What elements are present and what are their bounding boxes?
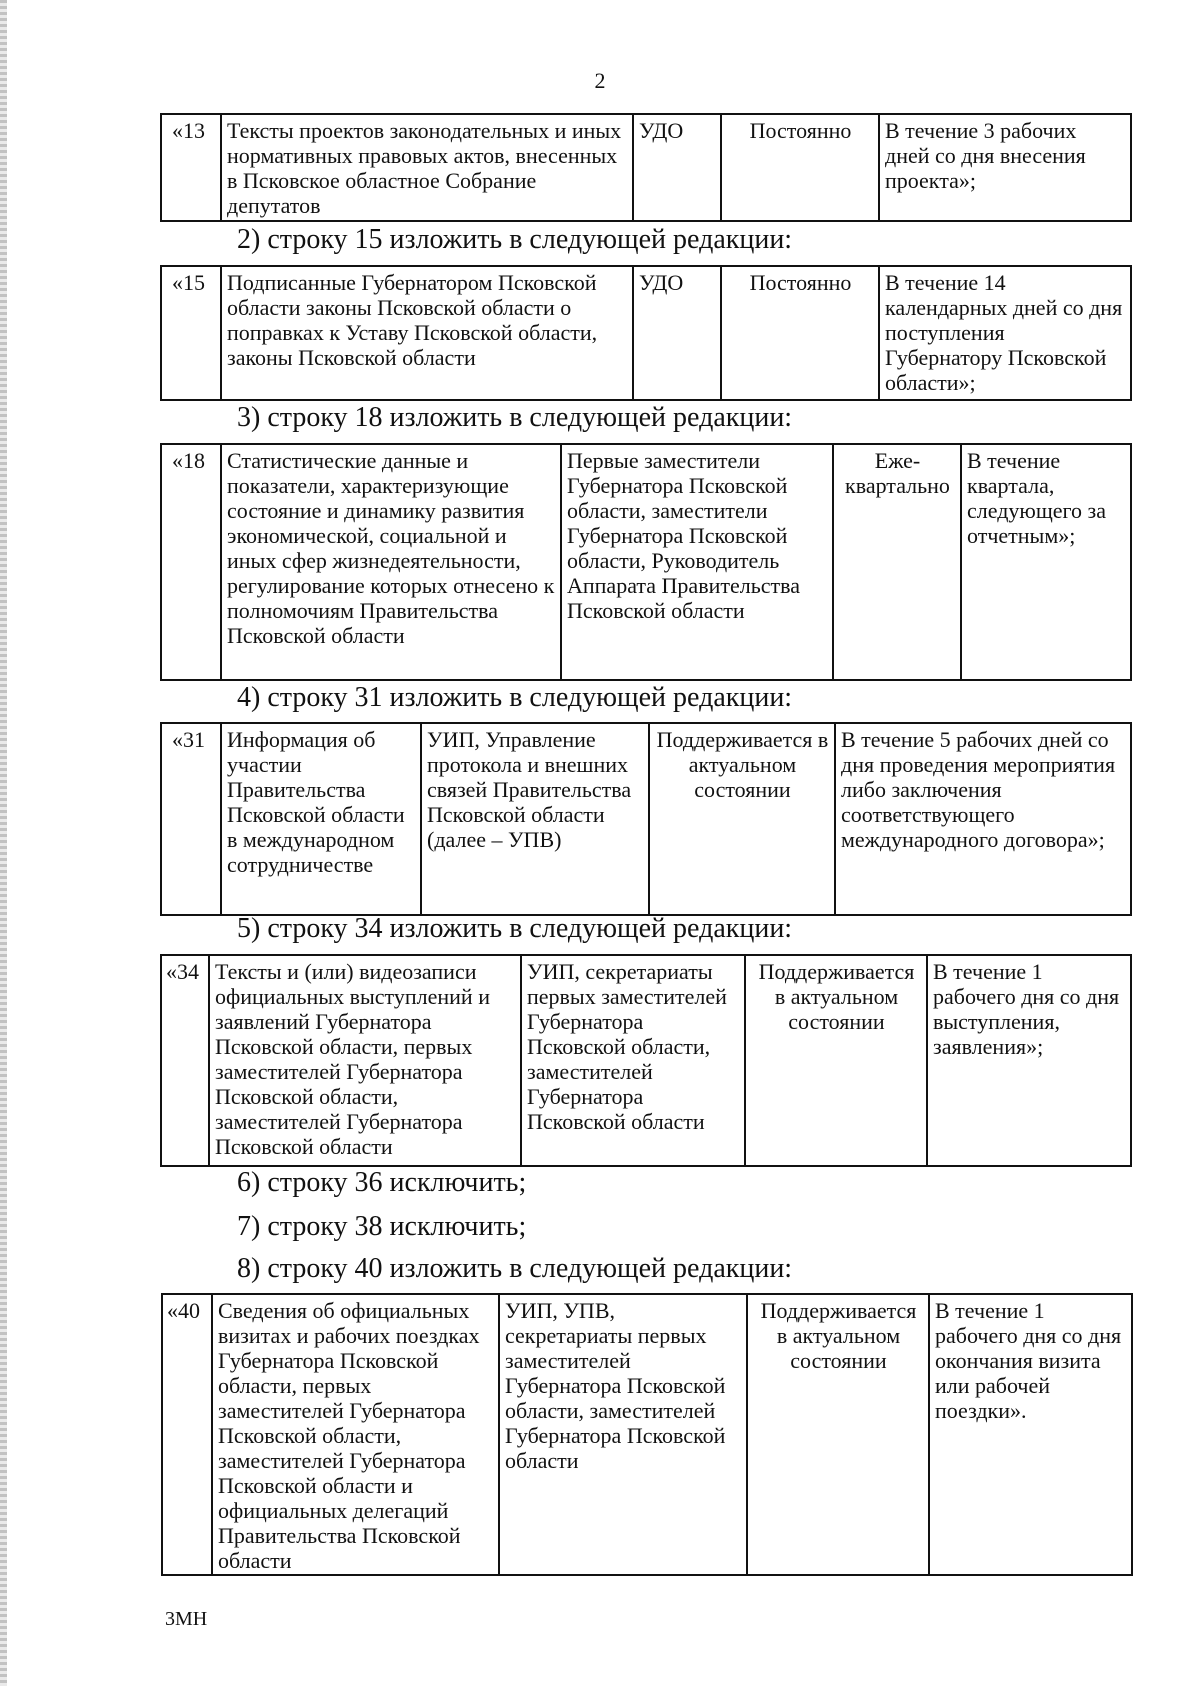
table-row-31 — [160, 722, 1132, 916]
instruction-7: 7) строку 38 исключить; — [237, 1211, 527, 1242]
table-row-18 — [160, 443, 1132, 681]
row-responsible: УДО — [633, 114, 721, 221]
row-number: «15 — [161, 266, 221, 400]
row-responsible: УДО — [633, 266, 721, 400]
row-number: «18 — [161, 444, 221, 680]
row-deadline: В течение 1 рабочего дня со дня окончания визита или рабочей поездки». — [929, 1294, 1132, 1575]
instruction-3: 3) строку 18 изложить в следующей редакции: — [237, 402, 793, 433]
row-description: Сведения об официальных визитах и рабочих поездках Губернатора Псковской области, первых заместителей Губернатора Псковской области, заместителей Губернатора Псковской области и официальных делегаций Правительства Псковской области — [212, 1294, 499, 1575]
row-description: Тексты и (или) видеозаписи официальных выступлений и заявлений Губернатора Псковской области, первых заместителей Губернатора Псковской области, заместителей Губернатора Псковской области — [209, 955, 521, 1166]
row-deadline: В течение 5 рабочих дней со дня проведения мероприятия либо заключения соответствующего международного договора»; — [835, 723, 1131, 915]
row-period: Еже-квартально — [833, 444, 961, 680]
instruction-4: 4) строку 31 изложить в следующей редакции: — [237, 682, 793, 713]
page-number: 2 — [594, 68, 606, 93]
instruction-8: 8) строку 40 изложить в следующей редакции: — [237, 1253, 793, 1284]
row-number: «34 — [161, 955, 209, 1166]
row-number: «13 — [161, 114, 221, 221]
row-period: Поддерживается в актуальном состоянии — [747, 1294, 929, 1575]
row-number: «40 — [162, 1294, 212, 1575]
row-description: Информация об участии Правительства Псковской области в международном сотрудничестве — [221, 723, 421, 915]
row-responsible: УИП, секретариаты первых заместителей Губернатора Псковской области, заместителей Губернатора Псковской области — [521, 955, 745, 1166]
instruction-6: 6) строку 36 исключить; — [237, 1167, 527, 1198]
row-responsible: УИП, Управление протокола и внешних связей Правительства Псковской области (далее – УПВ) — [421, 723, 649, 915]
row-period: Поддерживается в актуальном состоянии — [745, 955, 927, 1166]
scan-edge — [0, 0, 7, 1686]
row-responsible: Первые заместители Губернатора Псковской области, заместители Губернатора Псковской области, Руководитель Аппарата Правительства Псковской области — [561, 444, 833, 680]
row-period: Постоянно — [721, 114, 879, 221]
table-row-15 — [160, 265, 1132, 401]
row-description: Тексты проектов законодательных и иных нормативных правовых актов, внесенных в Псковское областное Собрание депутатов — [221, 114, 633, 221]
row-deadline: В течение 14 календарных дней со дня поступления Губернатору Псковской области»; — [879, 266, 1131, 400]
table-row-34 — [160, 954, 1132, 1167]
footer-code: 3МН — [165, 1608, 208, 1630]
row-deadline: В течение 1 рабочего дня со дня выступления, заявления»; — [927, 955, 1131, 1166]
instruction-5: 5) строку 34 изложить в следующей редакции: — [237, 913, 793, 944]
row-description: Статистические данные и показатели, характеризующие состояние и динамику развития экономической, социальной и иных сфер жизнедеятельности, регулирование которых отнесено к полномочиям Правительства Псковской области — [221, 444, 561, 680]
row-number: «31 — [161, 723, 221, 915]
row-deadline: В течение 3 рабочих дней со дня внесения проекта»; — [879, 114, 1131, 221]
row-description: Подписанные Губернатором Псковской области законы Псковской области о поправках к Уставу Псковской области, законы Псковской области — [221, 266, 633, 400]
row-responsible: УИП, УПВ, секретариаты первых заместителей Губернатора Псковской области, заместителей Губернатора Псковской области — [499, 1294, 747, 1575]
instruction-2: 2) строку 15 изложить в следующей редакции: — [237, 224, 793, 255]
row-deadline: В течение квартала, следующего за отчетным»; — [961, 444, 1131, 680]
row-period: Поддерживается в актуальном состоянии — [649, 723, 835, 915]
table-row-13 — [160, 113, 1132, 222]
table-row-40 — [161, 1293, 1133, 1576]
row-period: Постоянно — [721, 266, 879, 400]
